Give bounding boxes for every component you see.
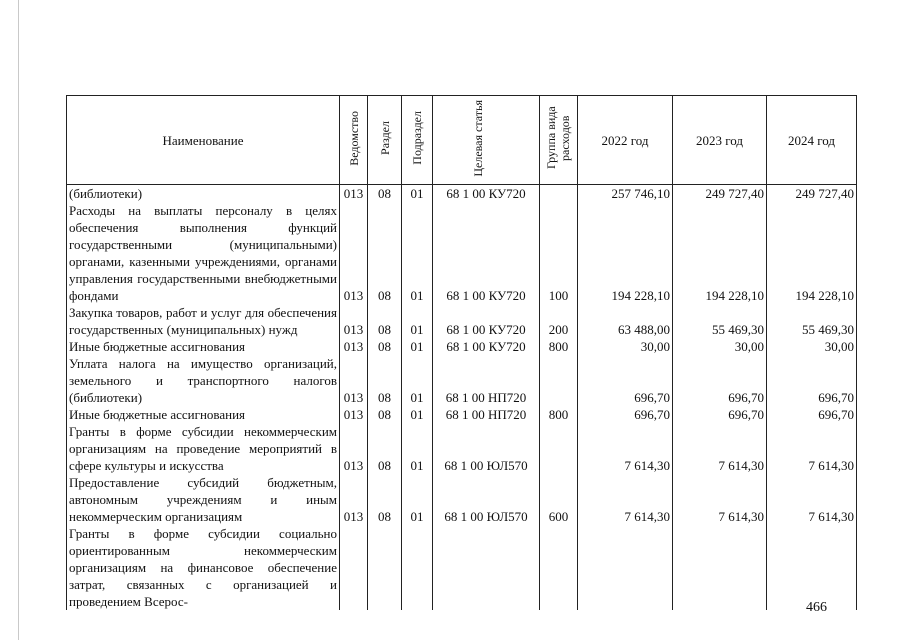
table-header-row (67, 96, 857, 185)
row-value-2023: 696,70 (673, 406, 767, 423)
row-ministry: 013 (340, 185, 368, 203)
row-value-2023: 55 469,30 (673, 304, 767, 338)
row-ministry (340, 525, 368, 610)
row-ministry: 013 (340, 423, 368, 474)
binding-margin-line (18, 0, 19, 640)
row-value-2022: 63 488,00 (578, 304, 673, 338)
row-value-2022: 696,70 (578, 355, 673, 406)
row-subsection: 01 (402, 423, 433, 474)
row-value-2024: 696,70 (767, 355, 857, 406)
row-name: Расходы на выплаты персоналу в целях обеспечения выполнения функций государственными (муниципальными) органами, казенными учреждениями, органами управления государственными внебюджетными фондами (67, 202, 340, 304)
header-2024: 2024 год (767, 96, 857, 185)
row-section: 08 (368, 474, 402, 525)
row-value-2024 (767, 525, 857, 610)
row-section: 08 (368, 304, 402, 338)
table-row (67, 406, 857, 423)
header-expense-group: Группа вида расходов (540, 96, 578, 185)
table-row (67, 474, 857, 525)
row-name: (библиотеки) (67, 185, 340, 203)
row-target (433, 525, 540, 610)
row-ministry: 013 (340, 474, 368, 525)
row-expense-group (540, 185, 578, 203)
row-expense-group: 200 (540, 304, 578, 338)
row-ministry: 013 (340, 406, 368, 423)
row-target: 68 1 00 КУ720 (433, 202, 540, 304)
row-subsection: 01 (402, 355, 433, 406)
row-value-2024: 55 469,30 (767, 304, 857, 338)
row-name: Уплата налога на имущество организаций, земельного и транспортного налогов (библиотеки) (67, 355, 340, 406)
row-target: 68 1 00 НП720 (433, 355, 540, 406)
row-target: 68 1 00 НП720 (433, 406, 540, 423)
table-row (67, 525, 857, 610)
row-target: 68 1 00 КУ720 (433, 185, 540, 203)
row-section: 08 (368, 423, 402, 474)
row-section: 08 (368, 185, 402, 203)
row-value-2024: 696,70 (767, 406, 857, 423)
row-target: 68 1 00 КУ720 (433, 338, 540, 355)
row-section (368, 525, 402, 610)
row-value-2023: 7 614,30 (673, 423, 767, 474)
row-subsection: 01 (402, 185, 433, 203)
row-ministry: 013 (340, 338, 368, 355)
row-target: 68 1 00 ЮЛ570 (433, 474, 540, 525)
row-value-2022: 696,70 (578, 406, 673, 423)
row-subsection: 01 (402, 406, 433, 423)
row-value-2022: 7 614,30 (578, 474, 673, 525)
row-section: 08 (368, 338, 402, 355)
row-expense-group (540, 525, 578, 610)
row-expense-group: 100 (540, 202, 578, 304)
row-expense-group: 600 (540, 474, 578, 525)
row-value-2024: 30,00 (767, 338, 857, 355)
row-name: Иные бюджетные ассигнования (67, 338, 340, 355)
row-ministry: 013 (340, 304, 368, 338)
row-section: 08 (368, 406, 402, 423)
row-name: Закупка товаров, работ и услуг для обеспечения государственных (муниципальных) нужд (67, 304, 340, 338)
row-ministry: 013 (340, 202, 368, 304)
row-value-2024: 194 228,10 (767, 202, 857, 304)
row-section: 08 (368, 202, 402, 304)
table-row (67, 355, 857, 406)
row-value-2023: 7 614,30 (673, 474, 767, 525)
budget-table (66, 95, 857, 610)
row-name: Иные бюджетные ассигнования (67, 406, 340, 423)
row-section: 08 (368, 355, 402, 406)
row-expense-group (540, 423, 578, 474)
row-subsection: 01 (402, 338, 433, 355)
header-2022: 2022 год (578, 96, 673, 185)
row-value-2023: 249 727,40 (673, 185, 767, 203)
table-row (67, 304, 857, 338)
header-target: Целевая статья (433, 96, 540, 185)
table-row (67, 338, 857, 355)
row-value-2024: 7 614,30 (767, 474, 857, 525)
row-subsection (402, 525, 433, 610)
row-name: Гранты в форме субсидии некоммерческим организациям на проведение мероприятий в сфере культуры и искусства (67, 423, 340, 474)
row-value-2023: 194 228,10 (673, 202, 767, 304)
header-name: Наименование (67, 96, 340, 185)
header-2023: 2023 год (673, 96, 767, 185)
row-value-2024: 7 614,30 (767, 423, 857, 474)
table-row (67, 185, 857, 203)
row-subsection: 01 (402, 304, 433, 338)
row-target: 68 1 00 ЮЛ570 (433, 423, 540, 474)
row-value-2022: 7 614,30 (578, 423, 673, 474)
row-ministry: 013 (340, 355, 368, 406)
row-target: 68 1 00 КУ720 (433, 304, 540, 338)
header-ministry: Ведомство (340, 96, 368, 185)
row-value-2023: 696,70 (673, 355, 767, 406)
row-value-2022 (578, 525, 673, 610)
row-expense-group: 800 (540, 338, 578, 355)
row-value-2024: 249 727,40 (767, 185, 857, 203)
row-name: Предоставление субсидий бюджетным, автономным учреждениям и иным некоммерческим организациям (67, 474, 340, 525)
header-section: Раздел (368, 96, 402, 185)
row-value-2022: 30,00 (578, 338, 673, 355)
row-subsection: 01 (402, 474, 433, 525)
row-value-2022: 257 746,10 (578, 185, 673, 203)
table-row (67, 423, 857, 474)
row-name: Гранты в форме субсидии социально ориентированным некоммерческим организациям на финансовое обеспечение затрат, связанных с организацией и проведением Всерос- (67, 525, 340, 610)
row-subsection: 01 (402, 202, 433, 304)
row-value-2022: 194 228,10 (578, 202, 673, 304)
row-value-2023 (673, 525, 767, 610)
table-row (67, 202, 857, 304)
row-expense-group (540, 355, 578, 406)
page-number: 466 (806, 600, 827, 615)
header-subsection: Подраздел (402, 96, 433, 185)
row-expense-group: 800 (540, 406, 578, 423)
row-value-2023: 30,00 (673, 338, 767, 355)
